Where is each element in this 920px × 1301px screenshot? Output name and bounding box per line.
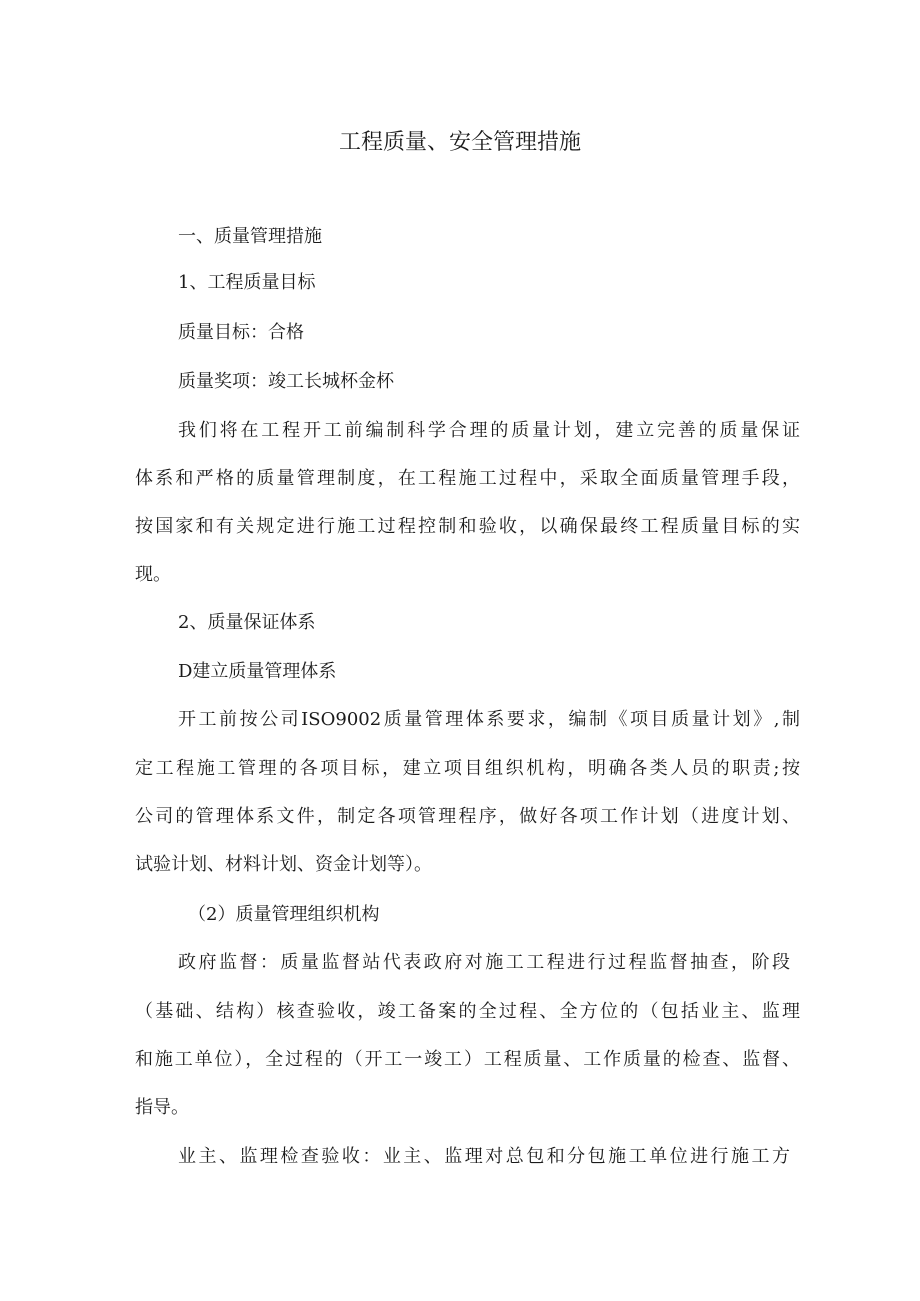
paragraph-line: 和施工单位），全过程的（开工一竣工）工程质量、工作质量的检查、监督、	[135, 1049, 800, 1070]
paragraph-line: 业主、监理检查验收：业主、监理对总包和分包施工单位进行施工方	[178, 1146, 790, 1167]
subheading-org-structure: （2）质量管理组织机构	[188, 904, 380, 925]
paragraph-line: 我们将在工程开工前编制科学合理的质量计划，建立完善的质量保证	[178, 420, 800, 441]
paragraph-line: （基础、结构）核查验收，竣工备案的全过程、全方位的（包括业主、监理	[135, 1001, 800, 1022]
paragraph-line: 公司的管理体系文件，制定各项管理程序，做好各项工作计划（进度计划、	[135, 806, 800, 827]
paragraph-line: 现。	[135, 564, 171, 585]
subheading-quality-target: 1、工程质量目标	[178, 272, 316, 293]
section-heading-quality: 一、质量管理措施	[178, 226, 322, 247]
subheading-build-system: D建立质量管理体系	[178, 661, 337, 682]
document-title: 工程质量、安全管理措施	[338, 130, 581, 155]
subheading-quality-assurance: 2、质量保证体系	[178, 612, 316, 633]
paragraph-line: 政府监督：质量监督站代表政府对施工工程进行过程监督抽查，阶段	[178, 952, 790, 973]
quality-target-line: 质量目标：合格	[178, 322, 304, 343]
quality-award-line: 质量奖项：竣工长城杯金杯	[178, 371, 394, 392]
paragraph-line: 指导。	[135, 1097, 189, 1118]
paragraph-line: 试验计划、材料计划、资金计划等）。	[135, 854, 432, 875]
paragraph-line: 开工前按公司ISO9002质量管理体系要求，编制《项目质量计划》,制	[178, 709, 800, 730]
paragraph-line: 体系和严格的质量管理制度，在工程施工过程中，采取全面质量管理手段，	[135, 468, 800, 489]
paragraph-line: 定工程施工管理的各项目标，建立项目组织机构，明确各类人员的职责;按	[135, 758, 800, 779]
paragraph-line: 按国家和有关规定进行施工过程控制和验收，以确保最终工程质量目标的实	[135, 516, 800, 537]
